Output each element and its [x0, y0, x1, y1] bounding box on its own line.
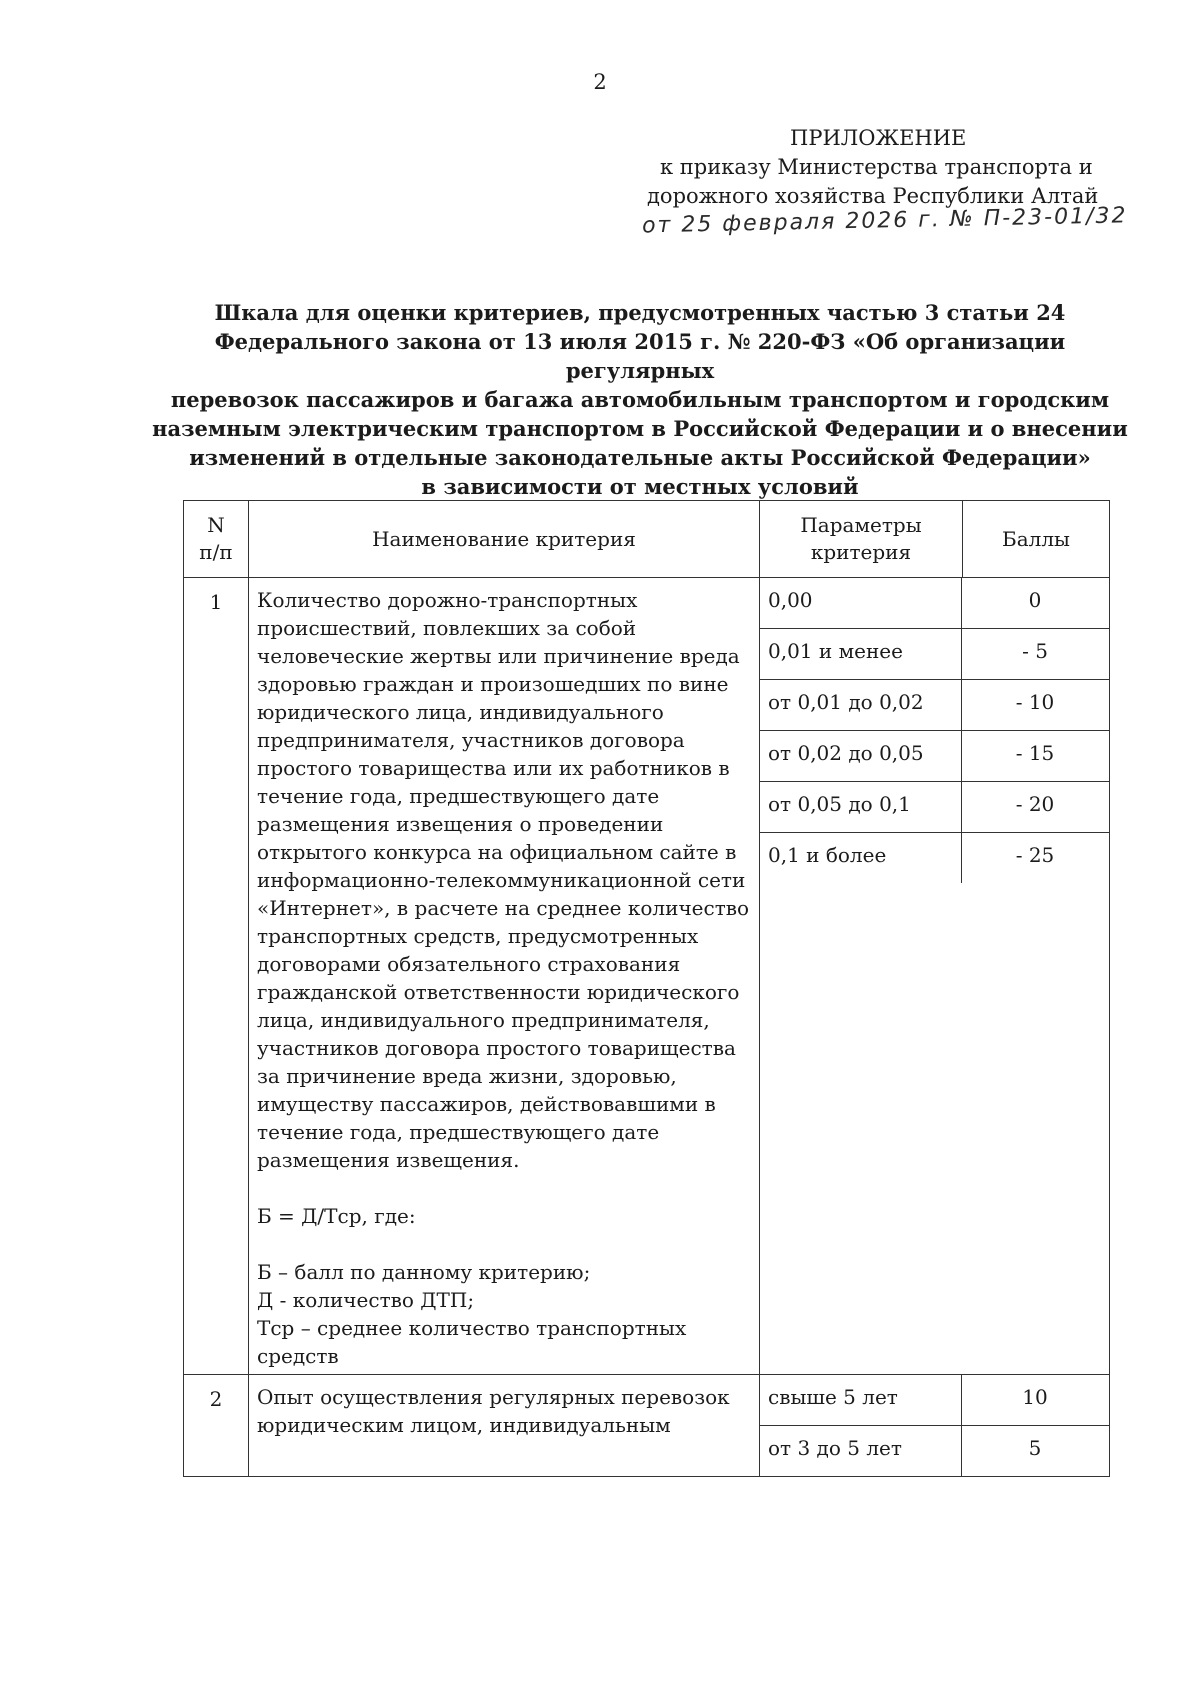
param-row	[760, 731, 1109, 782]
title-line: Федерального закона от 13 июля 2015 г. № 220-ФЗ «Об организации регулярных	[214, 329, 1066, 383]
table-row	[184, 578, 1110, 1375]
param-row	[760, 833, 1109, 883]
param-value: от 0,02 до 0,05	[760, 731, 962, 781]
criterion-name	[249, 1375, 760, 1477]
score-value: - 20	[1015, 792, 1055, 816]
param-value: 0,00	[760, 578, 962, 628]
page-number: 2	[593, 70, 607, 94]
criterion-legend: Б – балл по данному критерию; Д - количество ДТП; Тср – среднее количество транспортных средств	[257, 1260, 687, 1368]
score-value: - 10	[1015, 690, 1055, 714]
param-value: 0,1 и более	[760, 833, 962, 883]
appendix-title: ПРИЛОЖЕНИЕ	[790, 126, 967, 150]
criterion-formula: Б = Д/Тср, где:	[257, 1204, 416, 1228]
header-name: Наименование критерия	[249, 501, 760, 578]
param-value: 0,01 и менее	[760, 629, 962, 679]
title-line: наземным электрическим транспортом в Российской Федерации и о внесении	[152, 416, 1128, 441]
header-params-label: Параметры критерия	[800, 513, 922, 564]
param-row	[760, 1375, 1109, 1426]
header-params	[760, 501, 963, 578]
criterion-description: Опыт осуществления регулярных перевозок юридическим лицом, индивидуальным	[257, 1385, 730, 1437]
document-title	[150, 298, 1130, 501]
param-value: от 0,01 до 0,02	[760, 680, 962, 730]
title-line: перевозок пассажиров и багажа автомобильным транспортом и городским	[170, 387, 1110, 412]
header-num-label: N п/п	[199, 513, 233, 564]
param-row	[760, 680, 1109, 731]
row-number: 2	[184, 1375, 249, 1477]
appendix-block	[600, 124, 1120, 211]
param-value: от 3 до 5 лет	[760, 1426, 962, 1476]
appendix-line-1: к приказу Министерства транспорта и	[660, 155, 1093, 179]
criterion-params	[760, 1375, 1110, 1477]
param-row	[760, 1426, 1109, 1476]
score-value: 5	[1028, 1436, 1042, 1460]
handwritten-order-date: от 25 февраля 2026 г. № П-23-01/32	[641, 203, 1128, 239]
param-row	[760, 578, 1109, 629]
score-value: - 25	[1015, 843, 1055, 867]
title-line: в зависимости от местных условий	[421, 474, 859, 499]
table-row	[184, 1375, 1110, 1477]
score-value: 0	[1028, 588, 1042, 612]
title-line: изменений в отдельные законодательные акты Российской Федерации»	[189, 445, 1091, 470]
score-value: - 5	[1022, 639, 1048, 663]
header-score: Баллы	[963, 501, 1110, 578]
param-row	[760, 782, 1109, 833]
param-value: свыше 5 лет	[760, 1375, 962, 1425]
criteria-table	[183, 500, 1110, 1477]
param-value: от 0,05 до 0,1	[760, 782, 962, 832]
title-line: Шкала для оценки критериев, предусмотренных частью 3 статьи 24	[214, 300, 1066, 325]
appendix-line-2: дорожного хозяйства Республики Алтай	[647, 184, 1099, 208]
criterion-name	[249, 578, 760, 1375]
param-row	[760, 629, 1109, 680]
score-value: - 15	[1015, 741, 1055, 765]
criterion-params	[760, 578, 1110, 1375]
table-header-row	[184, 501, 1110, 578]
row-number: 1	[184, 578, 249, 1375]
score-value: 10	[1022, 1385, 1048, 1409]
criterion-description: Количество дорожно-транспортных происшествий, повлекших за собой человеческие жертвы или причинение вреда здоровью граждан и произошедших по вине юридического лица, индивидуального предпринимателя, участников договора простого товарищества или их работников в течение года, предшествующего дате размещения извещения о проведении открытого конкурса на официальном сайте в информационно-телекоммуникационной сети «Интернет», в расчете на среднее количество транспортных средств, предусмотренных договорами обязательного страхования гражданской ответственности юридического лица, индивидуального предпринимателя, участников договора простого товарищества за причинение вреда жизни, здоровью, имуществу пассажиров, действовавшими в течение года, предшествующего дате размещения извещения.	[257, 588, 750, 1172]
header-num	[184, 501, 249, 578]
